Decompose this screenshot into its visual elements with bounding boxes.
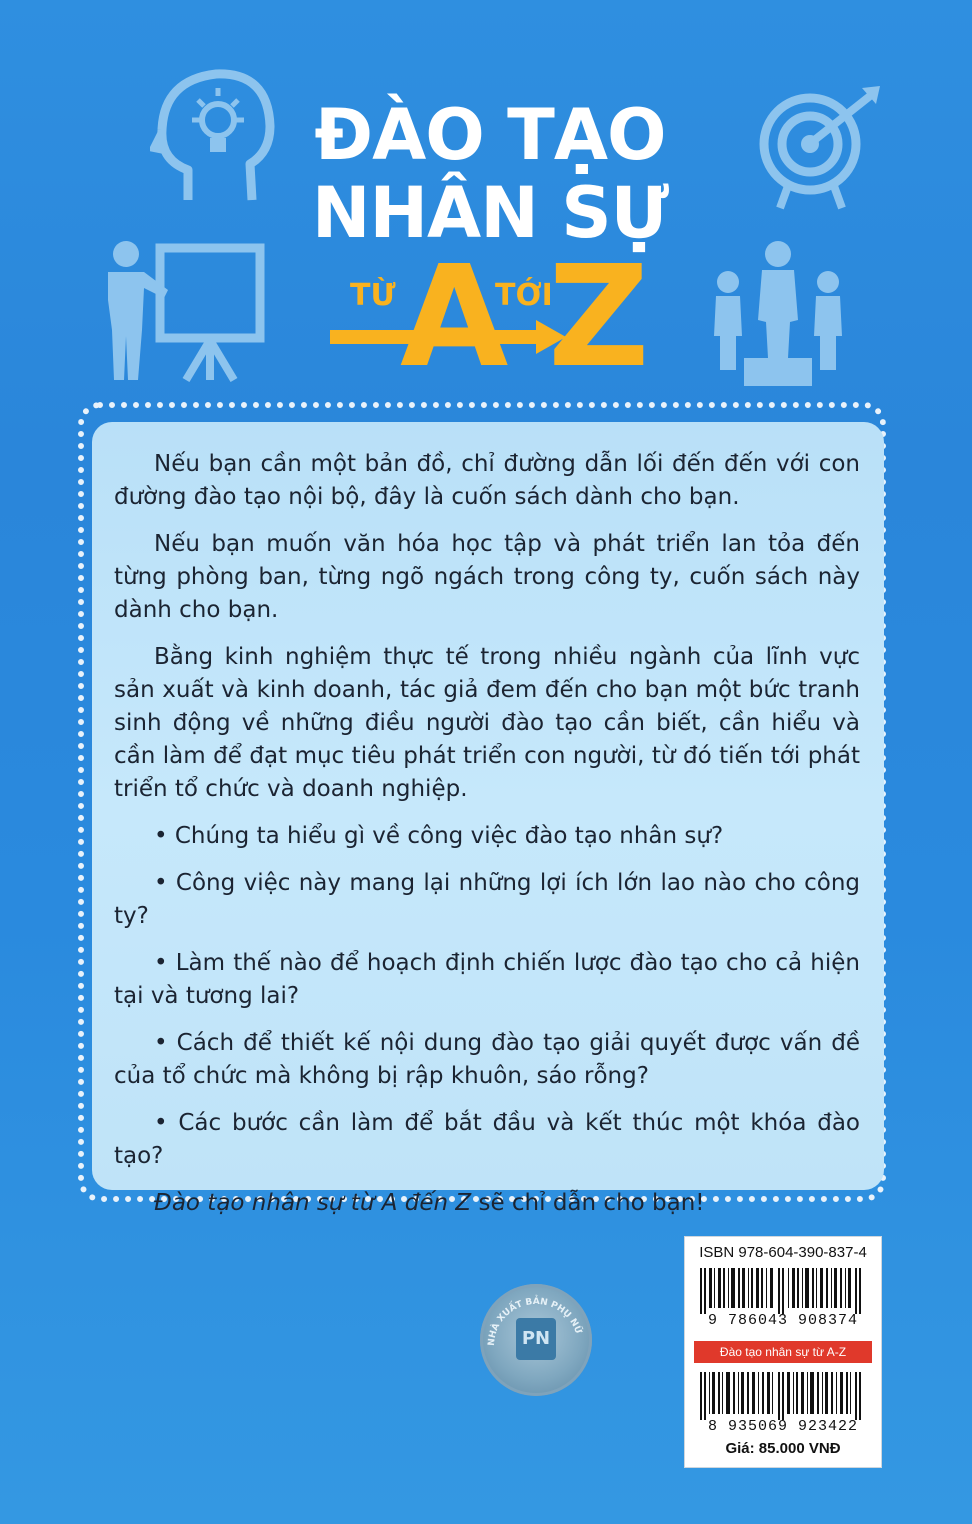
title-from-word: TỪ [350, 278, 396, 313]
head-lightbulb-icon [150, 60, 280, 210]
book-title-label: Đào tạo nhân sự từ A-Z [694, 1341, 872, 1363]
title-letter-a: A [400, 236, 509, 399]
blurb-bullet: • Công việc này mang lại những lợi ích lớn lao nào cho công ty? [114, 870, 860, 929]
target-arrow-icon [758, 82, 888, 212]
blurb-paragraph-3: Bằng kinh nghiệm thực tế trong nhiều ngành của lĩnh vực sản xuất và kinh doanh, tác giả đem đến cho bạn một bức tranh sinh động về những điều người đào tạo cần biết, cần hiểu và cần làm để đạt mục tiêu phát triển con người, từ đó tiến tới phát triển tổ chức và doanh nghiệp. [114, 644, 860, 802]
isbn-barcode [700, 1268, 870, 1314]
isbn-digits: 9 786043 908374 [707, 1312, 859, 1329]
blurb-paragraph-2: Nếu bạn muốn văn hóa học tập và phát triển lan tỏa đến từng phòng ban, từng ngõ ngách trong công ty, cuốn sách này dành cho bạn. [114, 531, 860, 623]
ean-digits: 8 935069 923422 [707, 1418, 859, 1435]
publisher-logo-mark: PN [516, 1318, 556, 1360]
title-line-1: ĐÀO TẠO [314, 94, 666, 176]
blurb-bullet: • Cách để thiết kế nội dung đào tạo giải quyết được vấn đề của tổ chức mà không bị rập khuôn, sáo rỗng? [114, 1030, 860, 1089]
blurb-closing-title: Đào tạo nhân sự từ A đến Z [154, 1190, 472, 1216]
ean-barcode [700, 1372, 870, 1420]
title-to-word: TỚI [495, 278, 553, 313]
title-line-2: NHÂN SỰ [311, 172, 669, 254]
blurb-bullet: • Chúng ta hiểu gì về công việc đào tạo nhân sự? [154, 823, 724, 849]
isbn-label: ISBN 978-604-390-837-4 [699, 1244, 867, 1261]
team-podium-icon [708, 240, 848, 390]
blurb-closing [114, 1187, 860, 1220]
blurb-bullet: • Làm thế nào để hoạch định chiến lược đào tạo cho cả hiện tại và tương lai? [114, 950, 860, 1009]
price-label: Giá: 85.000 VNĐ [725, 1440, 841, 1457]
blurb-paragraph-1: Nếu bạn cần một bản đồ, chỉ đường dẫn lối đến đến với con đường đào tạo nội bộ, đây là cuốn sách dành cho bạn. [114, 451, 860, 510]
title-letter-z: Z [548, 236, 650, 399]
presenter-board-icon [96, 240, 272, 386]
publisher-ring-label: NHÀ XUẤT BẢN PHỤ NỮ [486, 1296, 584, 1347]
blurb-bullet: • Các bước cần làm để bắt đầu và kết thúc một khóa đào tạo? [114, 1110, 860, 1169]
blurb-closing-rest: sẽ chỉ dẫn cho bạn! [471, 1190, 705, 1216]
blurb-text [114, 448, 860, 1234]
